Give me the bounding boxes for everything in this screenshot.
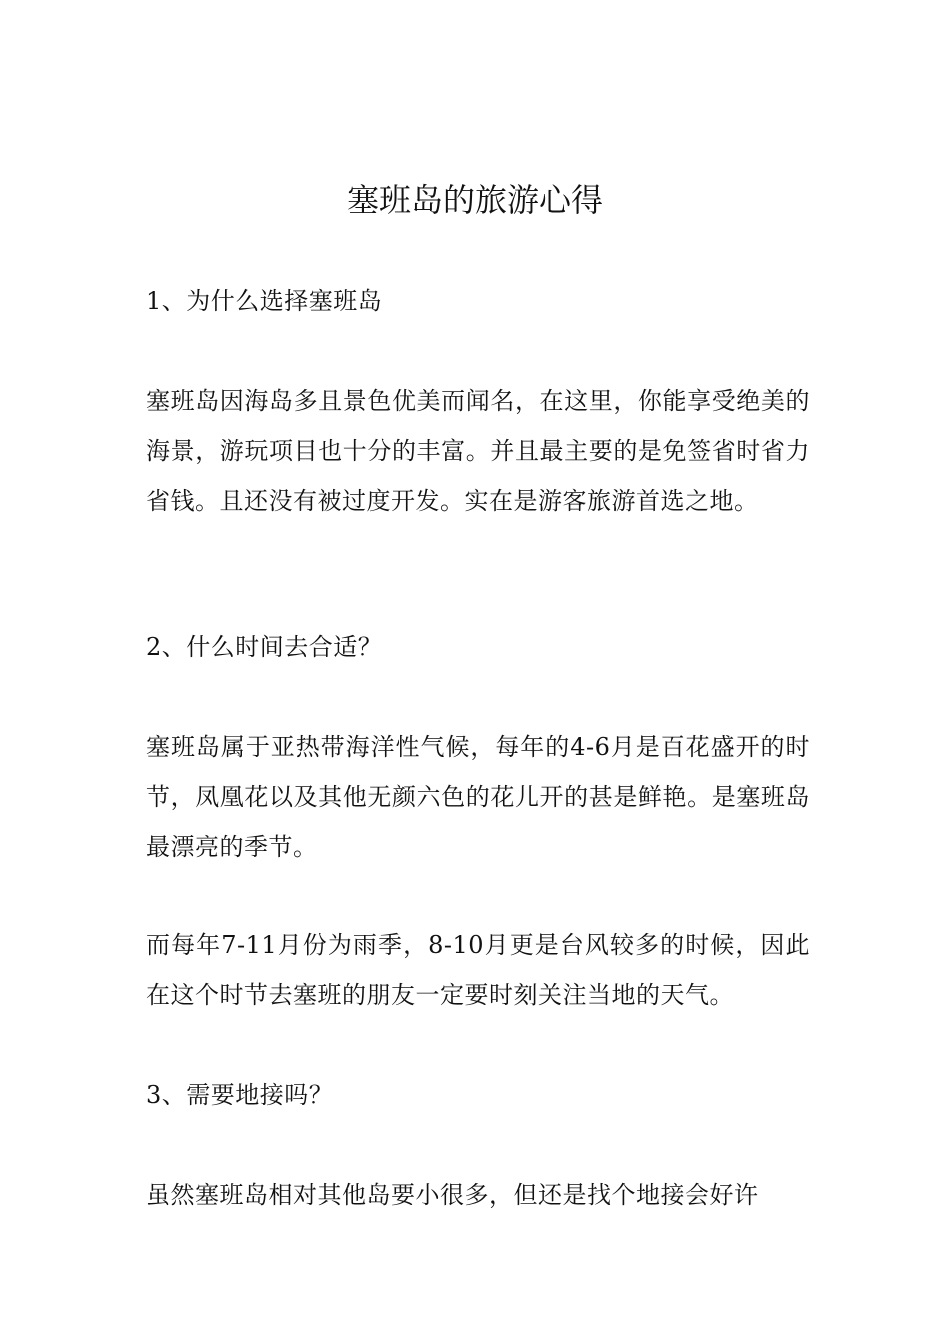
document-title: 塞班岛的旅游心得 (346, 181, 603, 219)
paragraph-local-guide: 虽然塞班岛相对其他岛要小很多，但还是找个地接会好许 (146, 1181, 759, 1209)
paragraph-why-saipan: 塞班岛因海岛多且景色优美而闻名，在这里，你能享受绝美的海景，游玩项目也十分的丰富。并且最主要的是免签省时省力省钱。且还没有被过度开发。实在是游客旅游首选之地。 (146, 387, 810, 515)
section-heading-why-saipan: 1、为什么选择塞班岛 (146, 287, 383, 315)
paragraph-rainy-season: 而每年7-11月份为雨季，8-10月更是台风较多的时候，因此在这个时节去塞班的朋友一定要时刻关注当地的天气。 (146, 931, 810, 1009)
section-heading-when-to-go: 2、什么时间去合适？ (146, 633, 383, 661)
paragraph-climate: 塞班岛属于亚热带海洋性气候，每年的4-6月是百花盛开的时节，凤凰花以及其他无颜六色的花儿开的甚是鲜艳。是塞班岛最漂亮的季节。 (146, 733, 810, 861)
section-heading-local-guide: 3、需要地接吗？ (146, 1081, 334, 1109)
